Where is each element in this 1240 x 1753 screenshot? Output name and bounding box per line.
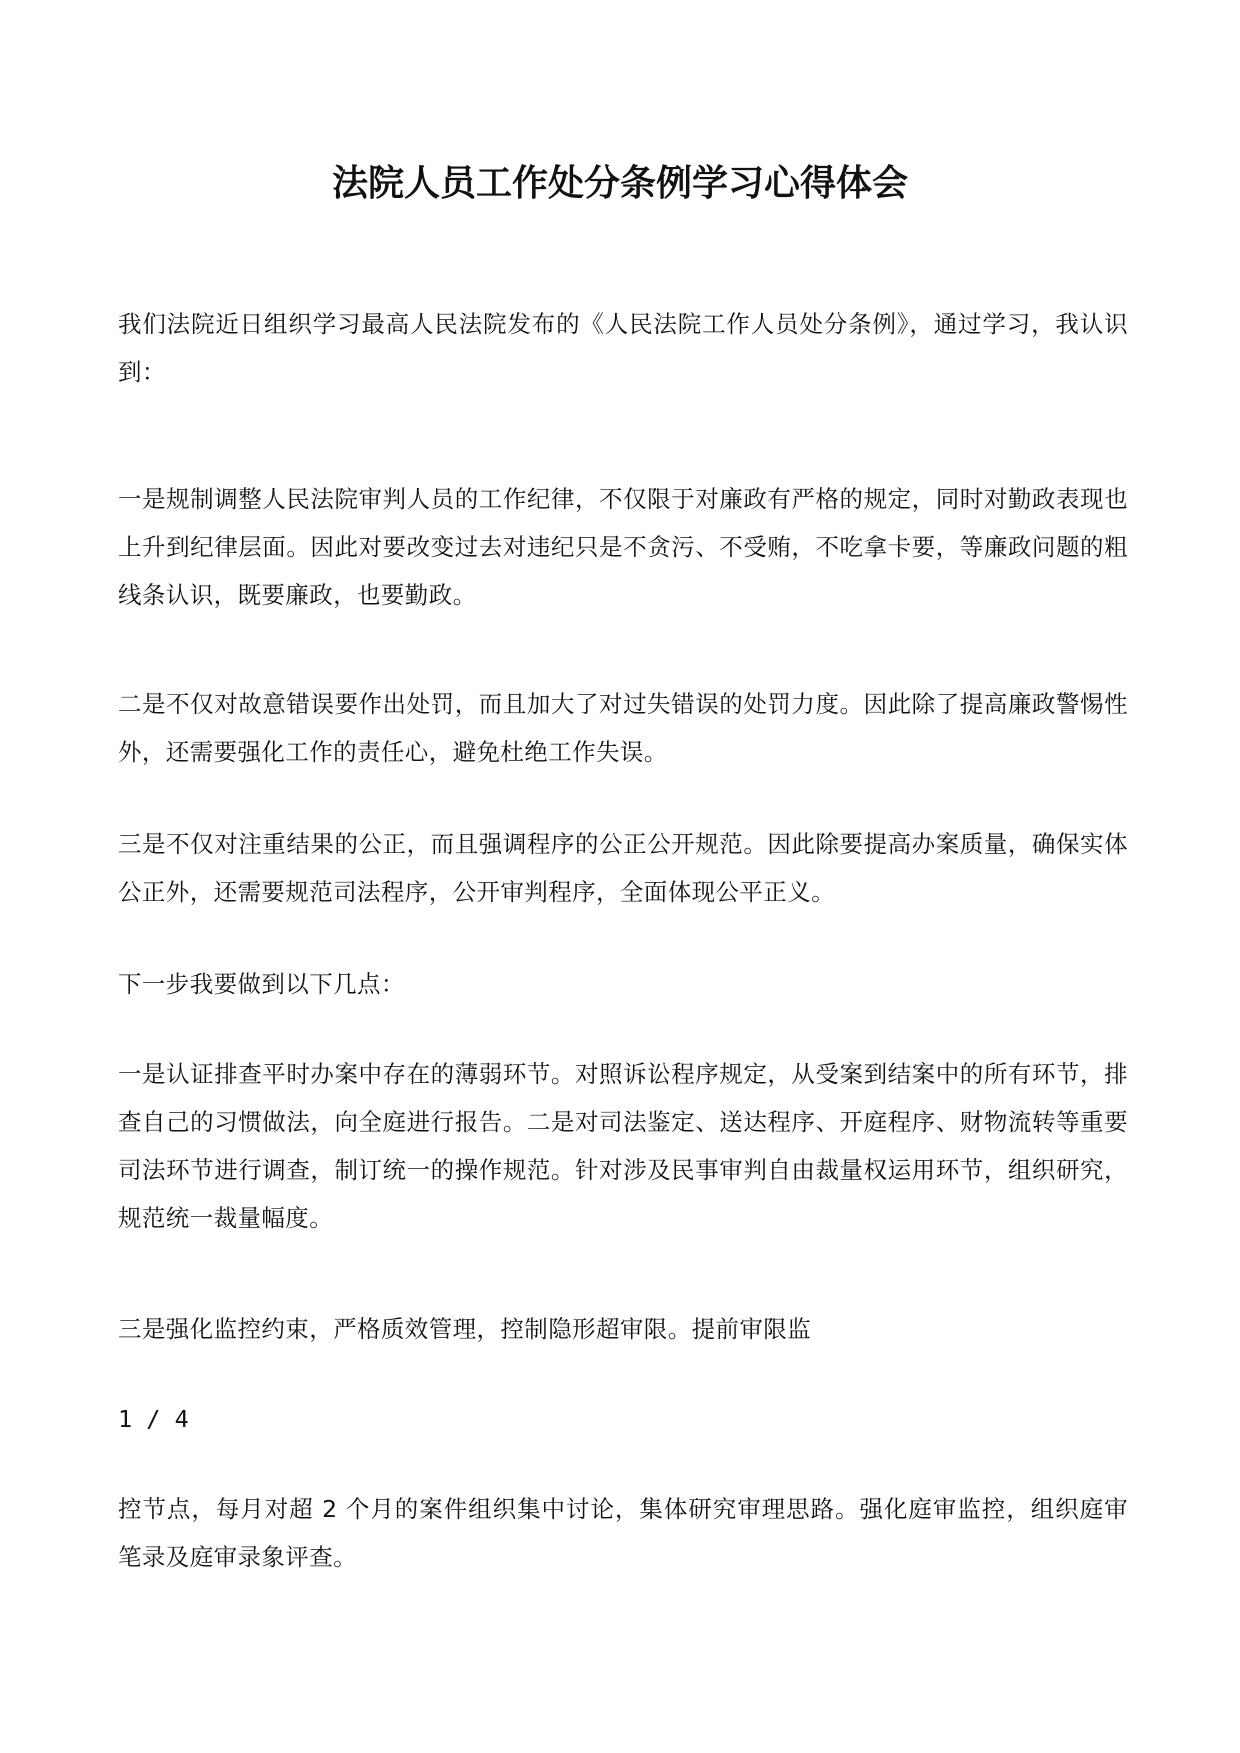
document-title: 法院人员工作处分条例学习心得体会 (331, 162, 908, 204)
page-number: 1 / 4 (118, 1405, 189, 1433)
paragraph-point-one: 一是规制调整人民法院审判人员的工作纪律，不仅限于对廉政有严格的规定，同时对勤政表现也上升到纪律层面。因此对要改变过去对违纪只是不贪污、不受贿，不吃拿卡要，等廉政问题的粗线条认识，既要廉政，也要勤政。 (118, 485, 1128, 609)
paragraph-next-steps: 下一步我要做到以下几点： (118, 970, 405, 998)
paragraph-continuation: 控节点，每月对超 2 个月的案件组织集中讨论，集体研究审理思路。强化庭审监控，组织庭审笔录及庭审录象评查。 (118, 1495, 1128, 1571)
paragraph-step-one-two: 一是认证排查平时办案中存在的薄弱环节。对照诉讼程序规定，从受案到结案中的所有环节，排查自己的习惯做法，向全庭进行报告。二是对司法鉴定、送达程序、开庭程序、财物流转等重要司法环节进行调查，制订统一的操作规范。针对涉及民事审判自由裁量权运用环节，组织研究，规范统一裁量幅度。 (118, 1060, 1128, 1232)
paragraph-point-two: 二是不仅对故意错误要作出处罚，而且加大了对过失错误的处罚力度。因此除了提高廉政警惕性外，还需要强化工作的责任心，避免杜绝工作失误。 (118, 690, 1128, 766)
paragraph-step-three: 三是强化监控约束，严格质效管理，控制隐形超审限。提前审限监 (118, 1315, 812, 1343)
paragraph-point-three: 三是不仅对注重结果的公正，而且强调程序的公正公开规范。因此除要提高办案质量，确保实体公正外，还需要规范司法程序，公开审判程序，全面体现公平正义。 (118, 830, 1128, 906)
paragraph-intro: 我们法院近日组织学习最高人民法院发布的《人民法院工作人员处分条例》，通过学习，我认识到： (118, 310, 1128, 386)
